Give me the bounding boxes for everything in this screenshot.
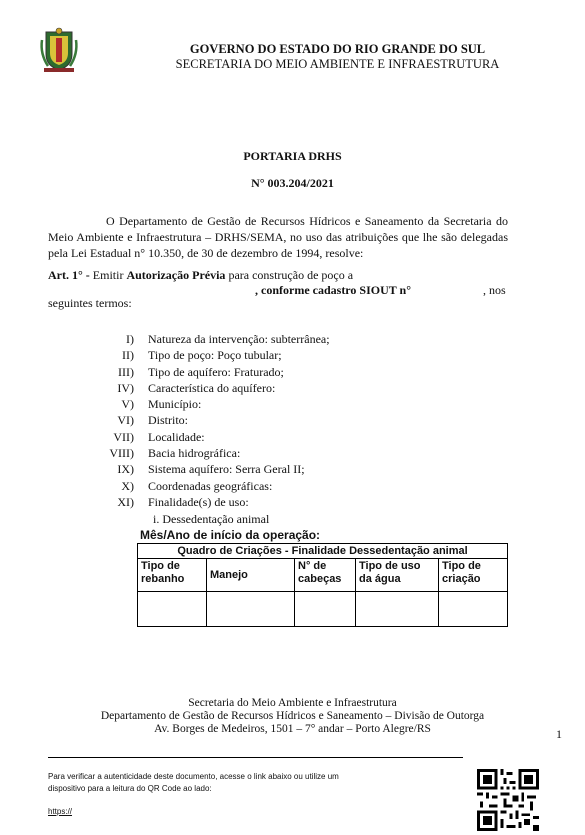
- column-header: N° de cabeças: [295, 559, 356, 592]
- document-title: PORTARIA DRHS: [243, 149, 342, 163]
- document-number: N° 003.204/2021: [251, 176, 334, 190]
- government-header: GOVERNO DO ESTADO DO RIO GRANDE DO SUL: [189, 42, 486, 56]
- authorization-type: Autorização Prévia: [126, 268, 226, 282]
- list-item: VII) Localidade:: [113, 429, 205, 444]
- list-item: IV) Característica do aquífero:: [117, 380, 276, 395]
- list-item: IX) Sistema aquífero: Serra Geral II;: [117, 462, 305, 477]
- terms-list: [100, 332, 330, 511]
- qr-code: [477, 769, 539, 831]
- table-cell: [138, 592, 207, 627]
- list-item: VI) Distrito:: [117, 413, 189, 428]
- column-header: Tipo de rebanho: [138, 559, 207, 592]
- operation-start-label: Mês/Ano de início da operação:: [140, 528, 321, 542]
- list-item: VIII) Bacia hidrográfica:: [109, 446, 241, 461]
- column-header: Tipo de criação: [439, 559, 508, 592]
- intro-paragraph: O Departamento de Gestão de Recursos Hídricos e Saneamento da Secretaria do Meio Ambiente e Infraestrutura – DRHS/SEMA, no uso das atribuições que lhe são delegadas pela Lei Estadual n° 10.350, de 30 de dezembro de 1994, resolve:: [48, 214, 508, 260]
- verification-link[interactable]: https://: [48, 807, 73, 816]
- list-item: V) Município:: [121, 397, 202, 412]
- coat-of-arms-logo: [38, 26, 80, 74]
- verification-text: Para verificar a autenticidade deste documento, acesse o link abaixo ou utilize um dispositivo para a leitura do QR Code ao lado:: [48, 772, 339, 793]
- footer-line-3: Av. Borges de Medeiros, 1501 – 7° andar – Porto Alegre/RS: [154, 723, 431, 735]
- list-item: X) Coordenadas geográficas:: [121, 478, 273, 493]
- article-text-2: para construção de poço a: [225, 268, 354, 282]
- table-cell: [295, 592, 356, 627]
- sub-item: i. Dessedentação animal: [153, 512, 270, 526]
- table-header-row: [138, 559, 508, 592]
- article-label: Art. 1° -: [48, 268, 90, 282]
- column-header: Manejo: [207, 559, 295, 592]
- table-caption: Quadro de Criações - Finalidade Dessedentação animal: [138, 544, 508, 559]
- divider: [48, 757, 463, 758]
- secretariat-header: SECRETARIA DO MEIO AMBIENTE E INFRAESTRUTURA: [175, 57, 500, 71]
- livestock-table: [137, 543, 508, 627]
- siout-reference: , conforme cadastro SIOUT n°: [255, 283, 412, 297]
- article-text-3: , nos: [483, 283, 506, 297]
- list-item: III) Tipo de aquífero: Fraturado;: [118, 364, 284, 379]
- article-text-1: Emitir: [89, 268, 127, 282]
- table-cell: [356, 592, 439, 627]
- article-text-4: seguintes termos:: [48, 296, 132, 310]
- footer-line-1: Secretaria do Meio Ambiente e Infraestrutura: [188, 697, 397, 709]
- page-number: 1: [556, 727, 562, 741]
- table-cell: [439, 592, 508, 627]
- table-cell: [207, 592, 295, 627]
- table-row: [138, 592, 508, 627]
- list-item: I) Natureza da intervenção: subterrânea;: [126, 332, 330, 346]
- list-item: XI) Finalidade(s) de uso:: [117, 494, 249, 509]
- column-header: Tipo de uso da água: [356, 559, 439, 592]
- list-item: II) Tipo de poço: Poço tubular;: [122, 348, 282, 363]
- footer-line-2: Departamento de Gestão de Recursos Hídricos e Saneamento – Divisão de Outorga: [100, 710, 485, 722]
- article-1: [48, 267, 508, 283]
